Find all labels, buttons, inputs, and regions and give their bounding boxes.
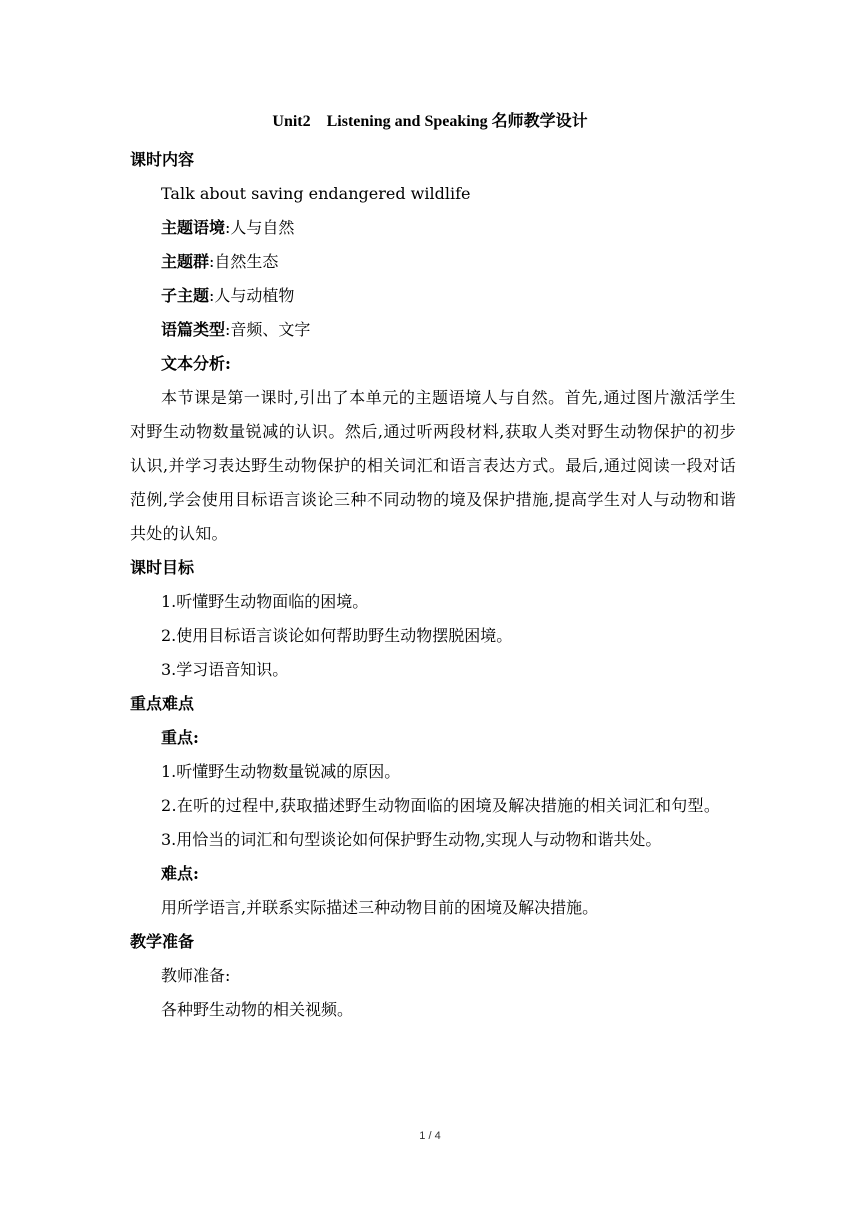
theme-group-value: :自然生态 [209, 252, 279, 271]
text-type-label: 语篇类型 [161, 320, 226, 339]
document-title: Unit2 Listening and Speaking 名师教学设计 [272, 113, 588, 130]
difficult-point-text: 用所学语言,并联系实际描述三种动物目前的困境及解决措施。 [161, 898, 599, 917]
text-type [130, 313, 736, 347]
section-heading-key-difficult: 重点难点 [130, 694, 195, 713]
key-point-item: 1.听懂野生动物数量锐减的原因。 [161, 762, 401, 781]
section-heading-teaching-prep: 教学准备 [130, 932, 195, 951]
theme-context-label: 主题语境 [161, 218, 226, 237]
subtopic-value: :人与动植物 [209, 286, 295, 305]
section-heading-lesson-content: 课时内容 [130, 150, 195, 169]
key-point-item: 3.用恰当的词汇和句型谈论如何保护野生动物,实现人与动物和谐共处。 [161, 830, 662, 849]
goal-item: 2.使用目标语言谈论如何帮助野生动物摆脱困境。 [161, 626, 513, 645]
goal-item: 3.学习语音知识。 [161, 660, 289, 679]
document-body [130, 143, 736, 1027]
subtopic-label: 子主题 [161, 286, 210, 305]
key-points-label: 重点: [161, 728, 199, 747]
text-type-value: :音频、文字 [225, 320, 311, 339]
lesson-topic: Talk about saving endangered wildlife [161, 184, 471, 203]
teacher-prep-label: 教师准备: [161, 966, 231, 985]
theme-context [130, 211, 736, 245]
section-heading-lesson-goals: 课时目标 [130, 558, 195, 577]
page-number: 1 / 4 [419, 1130, 441, 1142]
text-analysis-label: 文本分析: [161, 354, 231, 373]
difficult-points-label: 难点: [161, 864, 199, 883]
theme-group [130, 245, 736, 279]
goal-item: 1.听懂野生动物面临的困境。 [161, 592, 369, 611]
subtopic [130, 279, 736, 313]
key-point-item: 2.在听的过程中,获取描述野生动物面临的困境及解决措施的相关词汇和句型。 [161, 796, 721, 815]
teacher-prep-text: 各种野生动物的相关视频。 [161, 1000, 354, 1019]
theme-context-value: :人与自然 [225, 218, 295, 237]
text-analysis-paragraph: 本节课是第一课时,引出了本单元的主题语境人与自然。首先,通过图片激活学生对野生动物数量锐减的认识。然后,通过听两段材料,获取人类对野生动物保护的初步认识,并学习表达野生动物保护的相关词汇和语言表达方式。最后,通过阅读一段对话范例,学会使用目标语言谈论三种不同动物的境及保护措施,提高学生对人与动物和谐共处的认知。 [130, 388, 736, 543]
theme-group-label: 主题群 [161, 252, 210, 271]
